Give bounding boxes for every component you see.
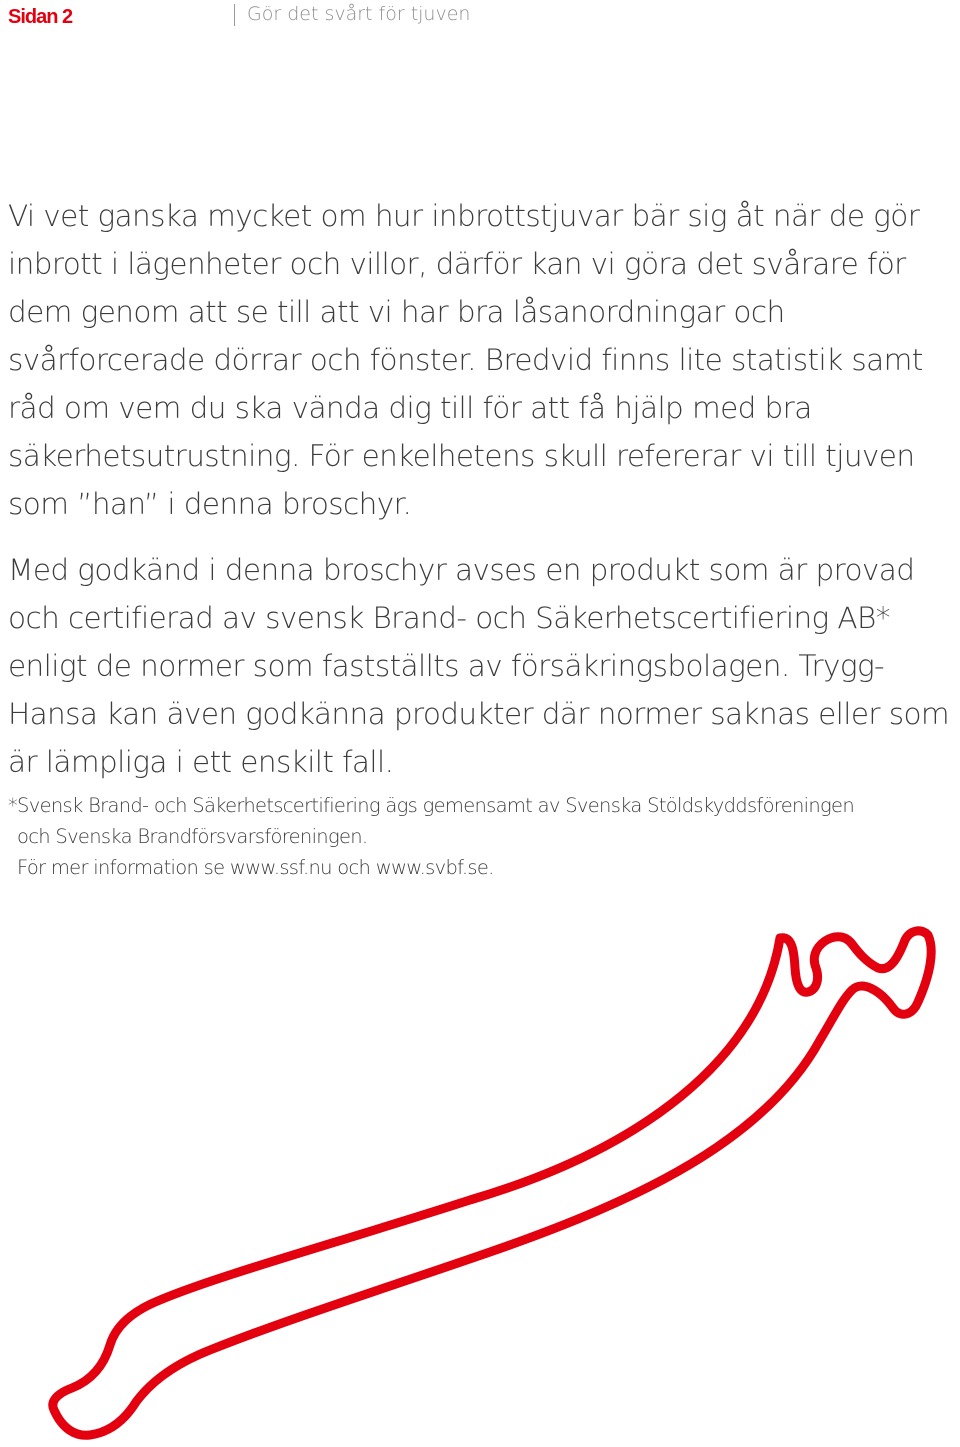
approval-paragraph: Med godkänd i denna broschyr avses en produkt som är provad och certifierad av svensk Brand- och Säkerhetscertifiering AB* enligt de normer som fastställts av försäkringsbolagen. Trygg-Hansa kan även godkänna produkter där normer saknas eller som är lämpliga i ett enskilt fall. — [8, 553, 950, 779]
footnote-line: och Svenska Brandförsvarsföreningen. — [17, 825, 368, 848]
crowbar-outline — [53, 931, 931, 1435]
crowbar-icon — [0, 910, 960, 1447]
footnote — [8, 790, 958, 883]
page-body — [8, 192, 958, 883]
page-number-label: Sidan 2 — [8, 5, 73, 28]
intro-paragraph: Vi vet ganska mycket om hur inbrottstjuvar bär sig åt när de gör inbrott i lägenheter och villor, därför kan vi göra det svårare för dem genom att se till att vi har bra låsanordningar och svårforcerade dörrar och fönster. Bredvid finns lite statistik samt råd om vem du ska vända dig till för att få hjälp med bra säkerhetsutrustning. För enkelhetens skull refererar vi till tjuven som ”han” i denna broschyr. — [8, 199, 923, 521]
footnote-link-line: För mer information se www.ssf.nu och www.svbf.se. — [17, 856, 494, 879]
page-header — [8, 2, 72, 32]
header-title: Gör det svårt för tjuven — [247, 3, 471, 25]
header-divider — [234, 4, 235, 26]
footnote-line: *Svensk Brand- och Säkerhetscertifiering ägs gemensamt av Svenska Stöldskyddsföreningen — [8, 794, 854, 817]
